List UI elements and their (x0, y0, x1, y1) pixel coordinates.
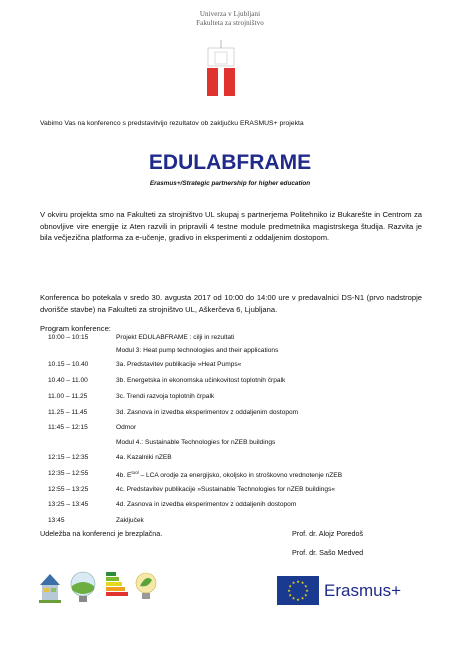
schedule-time: 11.25 – 11.45 (48, 409, 88, 416)
schedule-time: 13:25 – 13:45 (48, 501, 89, 508)
schedule-desc: Odmor (116, 424, 137, 431)
schedule-desc: Zaključek (116, 517, 144, 524)
schedule-time: 10:00 – 10:15 (48, 334, 89, 341)
eu-star-icon: ★ (287, 587, 291, 593)
schedule-time: 11:45 – 12:15 (48, 424, 88, 431)
schedule-desc: Projekt EDULABFRAME : cilji in rezultati (116, 334, 235, 341)
schedule-time: 11.00 – 11.25 (48, 393, 88, 400)
schedule-time: 12:55 – 13:25 (48, 486, 89, 493)
etool-superscript: tool (131, 470, 139, 475)
signature-poredos: Prof. dr. Alojz Poredoš (292, 529, 364, 538)
bulb-landscape-icon (71, 572, 95, 602)
eu-star-icon: ★ (303, 592, 308, 598)
eu-star-icon: ★ (296, 578, 300, 584)
schedule-time: 12:35 – 12:55 (48, 470, 89, 477)
eu-flag-icon (277, 576, 319, 605)
signature-medved: Prof. dr. Sašo Medved (292, 548, 364, 557)
eu-star-icon: ★ (288, 592, 293, 598)
schedule-desc: Modul 4.: Sustainable Technologies for nZEB buildings (116, 439, 276, 446)
eu-star-icon: ★ (305, 587, 309, 593)
intro-paragraph: V okviru projekta smo na Fakulteti za strojništvo UL skupaj s partnerjema Politehniko iz Bukarešte in Centrom za obnovljive vire energije iz Aten razvili in pripravili 4 testne module predmetnika magistrskega študija. Razvita je bila večjezična platforma za e-učenje, gradivo in eksperimenti z oddaljenim dostopom. (40, 210, 422, 243)
eu-star-icon: ★ (300, 595, 305, 601)
eu-star-icon: ★ (291, 580, 296, 586)
schedule-desc: 3a. Predstavitev publikacije »Heat Pumps« (116, 361, 242, 368)
eu-star-icon: ★ (291, 595, 296, 601)
schedule-desc: 3d. Zasnova in izvedba eksperimentov z oddaljenim dostopom (116, 409, 299, 416)
schedule-desc: 4c. Predstavitev publikacije »Sustainable Technologies for nZEB buildings« (116, 486, 336, 493)
schedule-desc: 4d. Zasnova in izvedba eksperimentov z oddaljenih dostopom (116, 501, 297, 508)
page-title: EDULABFRAME (148, 151, 312, 174)
schedule-time: 12:15 – 12:35 (48, 454, 89, 461)
invitation-line: Vabimo Vas na konferenco s predstavitvijo rezultatov ob zaključku ERASMUS+ projekta (40, 120, 304, 127)
eu-star-icon: ★ (300, 580, 305, 586)
schedule-desc-rest: – LCA orodje za energijsko, okoljsko in stroškovno vrednotenje nZEB (138, 472, 343, 480)
university-logo-text (0, 10, 460, 27)
erasmus-plus-logo: Erasmus+ (324, 581, 401, 600)
schedule-time: 10.15 – 10.40 (48, 361, 89, 368)
university-logo-graphic (203, 40, 239, 98)
eu-star-icon: ★ (303, 583, 308, 589)
schedule-desc: Modul 3: Heat pump technologies and their applications (116, 347, 279, 354)
schedule-desc: 4a. Kazalniki nZEB (116, 454, 172, 461)
schedule-desc-prefix: 4b. E (116, 472, 132, 480)
schedule-desc: 3b. Energetska in ekonomska učinkovitost toplotnih črpalk (116, 377, 286, 384)
logo-line-faculty: Fakulteta za strojništvo (196, 18, 264, 27)
page-subtitle: Erasmus+/Strategic partnership for higher education (149, 180, 311, 187)
energy-icons-illustration (36, 568, 161, 608)
eu-star-icon: ★ (288, 583, 293, 589)
eco-bulb-icon (136, 573, 156, 599)
logo-line-university: Univerza v Ljubljani (199, 10, 261, 18)
eu-star-icon: ★ (296, 596, 300, 602)
free-admission-note: Udeležba na konferenci je brezplačna. (40, 529, 163, 538)
energy-label-icon (106, 572, 128, 596)
venue-paragraph: Konferenca bo potekala v sredo 30. avgusta 2017 od 10:00 do 14:00 ure v predavalnici DS-N1 (prvo nadstropje dvorišče stavbe) na Fakulteti za strojništvo UL, Aškerčeva 6, Ljubljana. (40, 293, 422, 314)
program-heading: Program konference: (40, 324, 111, 333)
house-icon (39, 574, 61, 603)
schedule-time: 10.40 – 11.00 (48, 377, 88, 384)
schedule-time: 13:45 (48, 517, 65, 524)
schedule-desc (116, 470, 342, 479)
schedule-desc: 3c. Trendi razvoja toplotnih črpalk (116, 393, 215, 400)
